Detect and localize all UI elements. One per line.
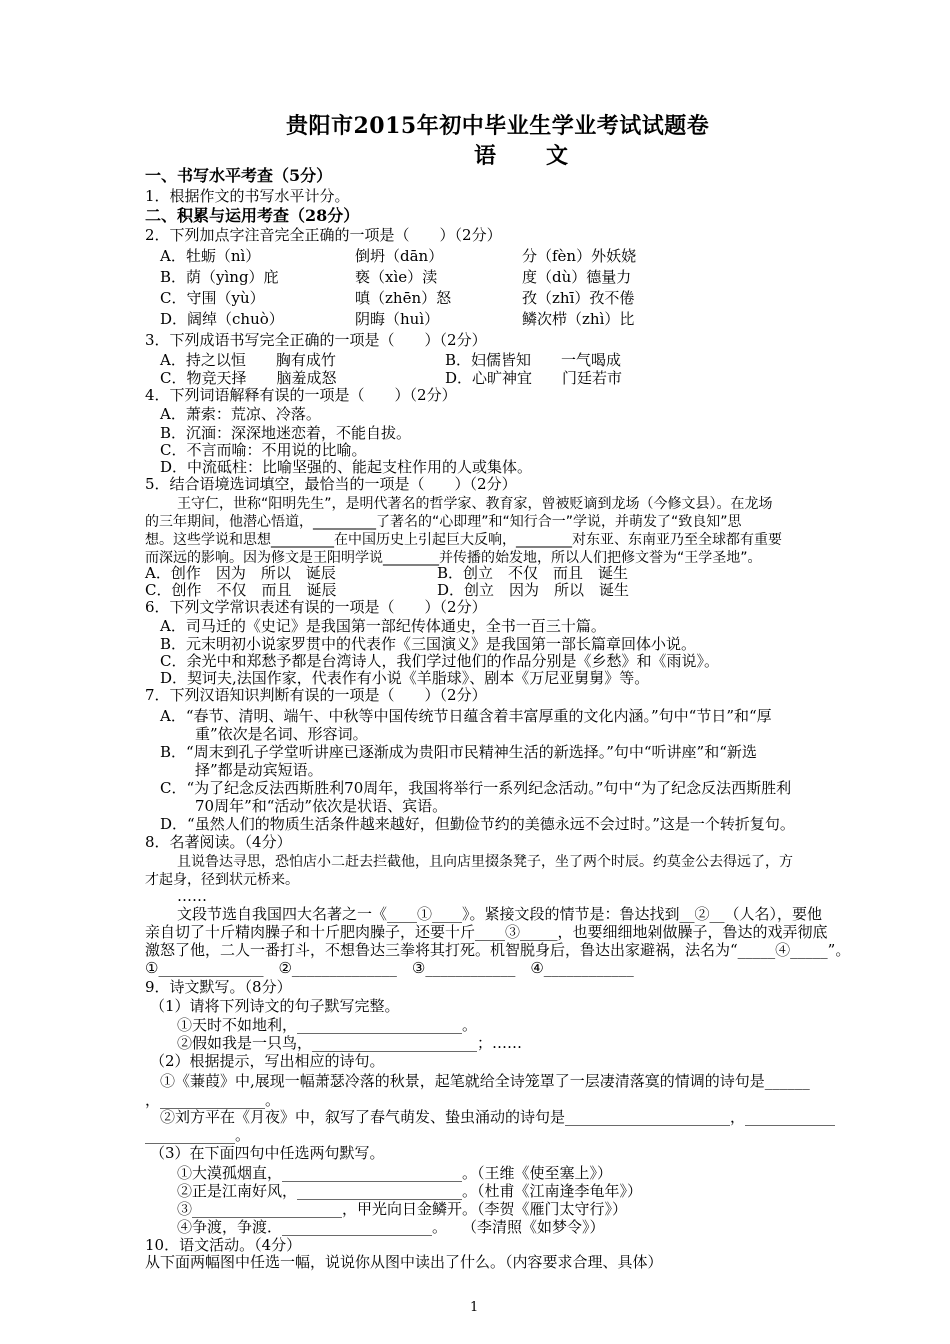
q5-option-d: D．创立 因为 所以 诞生: [437, 581, 630, 599]
q3-stem: 3．下列成语书写完全正确的一项是（ ）（2分）: [145, 331, 487, 349]
q3-option-b: B．妇儒皆知 一气喝成: [445, 351, 622, 369]
q5-passage-line-4: 而深远的影响。因为修文是王阳明学说________并传播的始发地，所以人们把修文誉为“王学圣地”。: [145, 550, 762, 566]
q2-option-c3: 孜（zhī）孜不倦: [522, 289, 635, 307]
q2-option-b1: B．荫（yìng）庇: [160, 268, 279, 286]
q5-option-c: C．创作 不仅 而且 诞辰: [145, 581, 337, 599]
q9-part-2-item-1-line-2[interactable]: ，______________。: [145, 1091, 281, 1109]
q6-option-a: A．司马迁的《史记》是我国第一部纪传体通史，全书一百三十篇。: [160, 617, 606, 635]
q10-instruction: 从下面两幅图中任选一幅，说说你从图中读出了什么。（内容要求合理、具体）: [145, 1253, 663, 1271]
section-1-heading: 一、书写水平考查（5分）: [145, 166, 333, 185]
q7-option-a-line-1: A．“春节、清明、端午、中秋等中国传统节日蕴含着丰富厚重的文化内涵。”句中“节日”和“厚: [160, 707, 772, 725]
q9-part-2-item-2-line-1[interactable]: ②刘方平在《月夜》中，叙写了春气萌发、蛰虫涌动的诗句是______________________，____________: [160, 1108, 836, 1126]
section-2-heading: 二、积累与运用考查（28分）: [145, 206, 360, 225]
q7-option-b-line-2: 择”都是动宾短语。: [195, 761, 323, 779]
q6-option-b: B．元末明初小说家罗贯中的代表作《三国演义》是我国第一部长篇章回体小说。: [160, 635, 697, 653]
q2-option-b2: 亵（xìe）渎: [355, 268, 438, 286]
q7-option-d: D．“虽然人们的物质生活条件越来越好，但勤俭节约的美德永远不会过时。”这是一个转折复句。: [160, 815, 795, 833]
q9-part-2-heading: （2）根据提示，写出相应的诗句。: [150, 1052, 385, 1070]
q8-excerpt-line-1: 且说鲁达寻思，恐怕店小二赶去拦截他，且向店里掇条凳子，坐了两个时辰。约莫金公去得远了，方: [177, 854, 793, 870]
q2-option-d2: 阴晦（huì）: [355, 310, 440, 328]
q9-part-1-item-2[interactable]: ②假如我是一只鸟，______________________；……: [177, 1034, 523, 1052]
page-subtitle: 语 文: [474, 143, 583, 169]
q2-option-a1: A．牡蛎（nì）: [160, 247, 261, 265]
q9-part-3-item-1[interactable]: ①大漠孤烟直，________________________。（王维《使至塞上》）: [177, 1164, 613, 1182]
q5-passage-line-1: 王守仁，世称“阳明先生”，是明代著名的哲学家、教育家，曾被贬谪到龙场（今修文县）。在龙场: [177, 496, 773, 512]
q9-stem: 9．诗文默写。（8分）: [145, 978, 292, 996]
q4-stem: 4．下列词语解释有误的一项是（ ）（2分）: [145, 386, 457, 404]
q9-part-3-heading: （3）在下面四句中任选两句默写。: [150, 1144, 385, 1162]
q7-option-b-line-1: B．“周末到孔子学堂听讲座已逐渐成为贵阳市民精神生活的新选择。”句中“听讲座”和“新选: [160, 743, 757, 761]
q4-option-a: A．萧索：荒凉、冷落。: [160, 405, 321, 423]
q9-part-2-item-1-line-1[interactable]: ①《蒹葭》中,展现一幅萧瑟冷落的秋景，起笔就给全诗笼罩了一层凄清落寞的情调的诗句是______: [160, 1072, 810, 1090]
q8-prompt-line-1: 文段节选自我国四大名著之一《____①____》。紧接文段的情节是：鲁达找到__②__（人名），要他: [177, 905, 823, 923]
page-title: 贵阳市2015年初中毕业生学业考试试题卷: [286, 113, 710, 139]
q2-option-b3: 度（dù）德量力: [522, 268, 632, 286]
q2-stem: 2．下列加点字注音完全正确的一项是（ ）（2分）: [145, 226, 502, 244]
q9-part-1-item-1[interactable]: ①天时不如地利，______________________。: [177, 1016, 478, 1034]
q7-option-c-line-2: 70周年”和“活动”依次是状语、宾语。: [195, 797, 448, 815]
q7-option-c-line-1: C．“为了纪念反法西斯胜利70周年，我国将举行一系列纪念活动。”句中“为了纪念反法西斯胜利: [160, 779, 792, 797]
q5-option-a: A．创作 因为 所以 诞辰: [145, 564, 336, 582]
q5-passage-line-2: 的三年期间，他潜心悟道，_________了著名的“心即理”和“知行合一”学说，并萌发了“致良知”思: [145, 514, 742, 530]
q2-option-d1: D．阔绰（chuò）: [160, 310, 284, 328]
q2-option-c1: C．守围（yù）: [160, 289, 265, 307]
q8-prompt-line-3: 激怒了他，二人一番打斗，不想鲁达三拳将其打死。机智脱身后，鲁达出家避祸，法名为“_____④_____”。: [145, 941, 851, 959]
q2-option-d3: 鳞次栉（zhì）比: [522, 310, 635, 328]
q7-option-a-line-2: 重”依次是名词、形容词。: [195, 725, 368, 743]
q6-option-d: D．契诃夫,法国作家，代表作有小说《羊脂球》、剧本《万尼亚舅舅》等。: [160, 669, 650, 687]
q9-part-3-item-2[interactable]: ②正是江南好风，______________________。（杜甫《江南逢李龟年》）: [177, 1182, 643, 1200]
q4-option-b: B．沉湎：深深地迷恋着，不能自拔。: [160, 424, 412, 442]
q9-part-1-heading: （1）请将下列诗文的句子默写完整。: [150, 997, 400, 1015]
q8-excerpt-line-2: 才起身，径到状元桥来。: [145, 872, 299, 888]
q7-stem: 7．下列汉语知识判断有误的一项是（ ）（2分）: [145, 686, 487, 704]
q3-option-a: A．持之以恒 胸有成竹: [160, 351, 336, 369]
q9-part-3-item-4[interactable]: ④争渡，争渡．____________________。 （李清照《如梦令》）: [177, 1218, 605, 1236]
q3-option-c: C．物竞天择 脑羞成怒: [160, 369, 337, 387]
q6-option-c: C．余光中和郑愁予都是台湾诗人，我们学过他们的作品分别是《乡愁》和《雨说》。: [160, 652, 719, 670]
q3-option-d: D．心旷神宜 门廷若市: [445, 369, 623, 387]
q5-passage-line-3: 想。这些学说和思想_________在中国历史上引起巨大反响，________对东亚、东南亚乃至全球都有重要: [145, 532, 782, 548]
question-1: 1．根据作文的书写水平计分。: [145, 187, 350, 205]
q9-part-2-item-2-line-2[interactable]: ____________。: [145, 1126, 251, 1144]
q10-stem: 10．语文活动。（4分）: [145, 1236, 302, 1254]
q5-stem: 5．结合语境选词填空，最恰当的一项是（ ）（2分）: [145, 475, 517, 493]
q8-prompt-line-2: 亲自切了十斤精肉臊子和十斤肥肉臊子，还要十斤____③_____，也要细细地剁做臊子，鲁达的戏弄彻底: [145, 923, 828, 941]
q8-ellipsis: ……: [177, 887, 207, 905]
q5-option-b: B．创立 不仅 而且 诞生: [437, 564, 629, 582]
q4-option-d: D．中流砥柱：比喻坚强的、能起支柱作用的人或集体。: [160, 458, 533, 476]
q6-stem: 6．下列文学常识表述有误的一项是（ ）（2分）: [145, 598, 487, 616]
q8-answer-blanks[interactable]: ①______________ ②______________ ③____________ ④____________: [145, 959, 634, 977]
page-number: 1: [470, 1300, 479, 1315]
q8-stem: 8．名著阅读。（4分）: [145, 833, 292, 851]
q9-part-3-item-3[interactable]: ③____________________，甲光向日金鳞开。（李贺《雁门太守行》）: [177, 1200, 628, 1218]
q4-option-c: C．不言而喻：不用说的比喻。: [160, 441, 367, 459]
q2-option-a3: 分（fèn）外妖娆: [522, 247, 637, 265]
q2-option-a2: 倒坍（dān）: [355, 247, 444, 265]
q2-option-c2: 嗔（zhēn）怒: [355, 289, 452, 307]
